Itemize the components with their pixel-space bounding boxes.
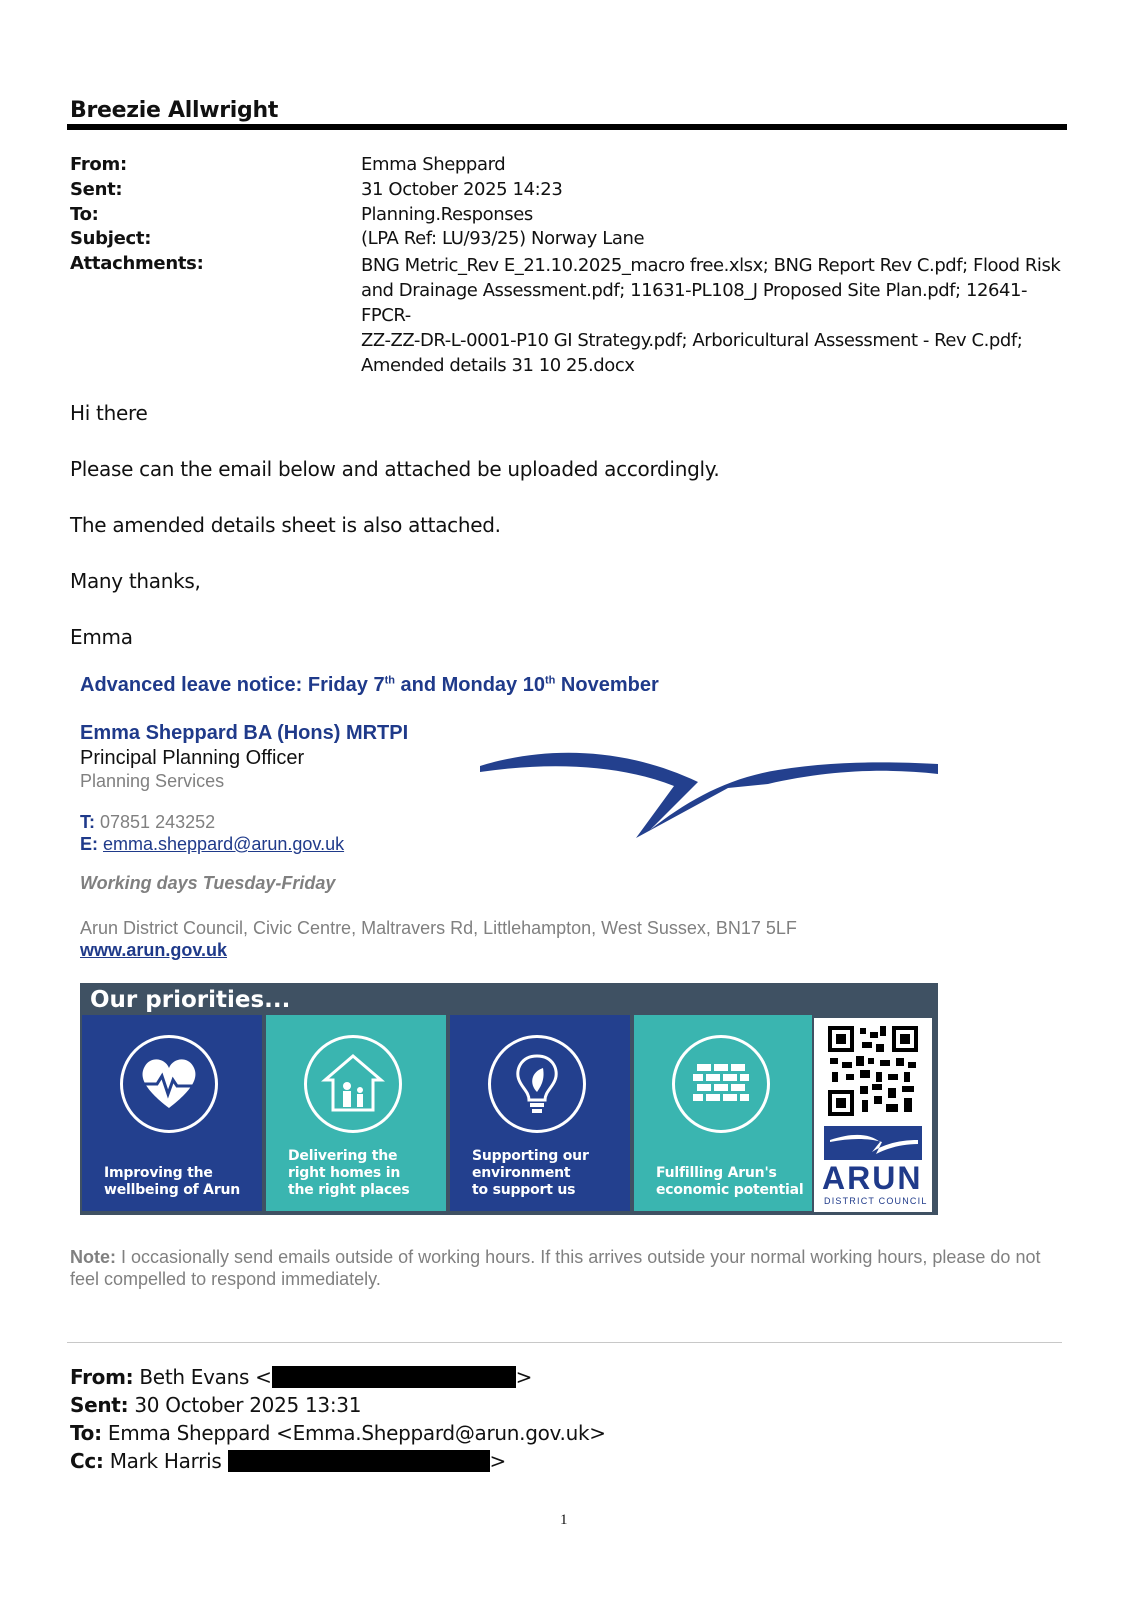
attachments-line: ZZ-ZZ-DR-L-0001-P10 GI Strategy.pdf; Arboricultural Assessment - Rev C.pdf; bbox=[361, 330, 1023, 351]
district-council-text: DISTRICT COUNCIL bbox=[824, 1196, 928, 1206]
email-link[interactable]: emma.sheppard@arun.gov.uk bbox=[103, 834, 345, 854]
qr-code-icon[interactable] bbox=[826, 1024, 920, 1118]
website-link[interactable]: www.arun.gov.uk bbox=[80, 940, 228, 960]
seagull-logo-icon bbox=[478, 748, 940, 840]
subject-value: (LPA Ref: LU/93/25) Norway Lane bbox=[361, 228, 645, 249]
greeting: Hi there bbox=[70, 401, 148, 425]
arun-logo bbox=[814, 1018, 932, 1212]
sent-value: 31 October 2025 14:23 bbox=[361, 179, 563, 200]
page-number: 1 bbox=[560, 1512, 568, 1528]
priority-panel-economy bbox=[634, 1015, 812, 1211]
attachments-line: BNG Metric_Rev E_21.10.2025_macro free.xlsx; BNG Report Rev C.pdf; Flood Risk bbox=[361, 255, 1061, 276]
signoff: Emma bbox=[70, 625, 133, 649]
attachments-line: and Drainage Assessment.pdf; 11631-PL108_J Proposed Site Plan.pdf; 12641-FPCR- bbox=[361, 280, 1028, 326]
priority-label: Supporting our environment to support us bbox=[472, 1148, 589, 1198]
priorities-title: Our priorities... bbox=[90, 987, 291, 1013]
priority-panel-wellbeing bbox=[82, 1015, 262, 1211]
owner-divider bbox=[67, 124, 1067, 130]
document-owner-name: Breezie Allwright bbox=[70, 98, 279, 123]
arun-bird-icon bbox=[824, 1126, 922, 1160]
forwarded-from: From: Beth Evans < > bbox=[70, 1365, 533, 1389]
house-icon bbox=[321, 1052, 385, 1116]
thanks-line: Many thanks, bbox=[70, 569, 201, 593]
attachments-label: Attachments: bbox=[70, 253, 204, 274]
lightbulb-icon bbox=[505, 1052, 569, 1116]
signature-title: Principal Planning Officer bbox=[80, 747, 305, 769]
leave-notice: Advanced leave notice: Friday 7th and Monday 10th November bbox=[80, 674, 659, 696]
priority-panel-homes bbox=[266, 1015, 446, 1211]
attachments-line: Amended details 31 10 25.docx bbox=[361, 355, 635, 376]
body-paragraph-2: The amended details sheet is also attached. bbox=[70, 513, 501, 537]
working-hours-note: Note: I occasionally send emails outside of working hours. If this arrives outside your normal working hours, please do not feel compelled to respond immediately. bbox=[70, 1247, 1041, 1289]
signature-department: Planning Services bbox=[80, 771, 225, 791]
to-label: To: bbox=[70, 204, 99, 225]
forwarded-sent: Sent: 30 October 2025 13:31 bbox=[70, 1393, 362, 1417]
forwarded-to: To: Emma Sheppard <Emma.Sheppard@arun.gov.uk> bbox=[70, 1421, 606, 1445]
signature-phone: T: 07851 243252 bbox=[80, 812, 216, 832]
attachments-list bbox=[361, 253, 1061, 378]
body-paragraph-1: Please can the email below and attached be uploaded accordingly. bbox=[70, 457, 720, 481]
redacted-email bbox=[272, 1366, 516, 1388]
signature-name: Emma Sheppard BA (Hons) MRTPI bbox=[80, 722, 409, 744]
from-label: From: bbox=[70, 154, 127, 175]
from-value: Emma Sheppard bbox=[361, 154, 506, 175]
priority-label: Delivering the right homes in the right places bbox=[288, 1148, 410, 1198]
priorities-banner bbox=[80, 983, 938, 1215]
working-days: Working days Tuesday-Friday bbox=[80, 873, 336, 893]
subject-label: Subject: bbox=[70, 228, 152, 249]
heart-icon bbox=[137, 1052, 201, 1116]
priority-label: Fulfilling Arun's economic potential bbox=[656, 1165, 804, 1198]
signature-email: E: emma.sheppard@arun.gov.uk bbox=[80, 834, 345, 854]
priority-label: Improving the wellbeing of Arun bbox=[104, 1165, 241, 1198]
sent-label: Sent: bbox=[70, 179, 123, 200]
brick-wall-icon bbox=[689, 1052, 753, 1116]
redacted-email bbox=[228, 1450, 490, 1472]
forwarded-cc: Cc: Mark Harris > bbox=[70, 1449, 506, 1473]
arun-wordmark: ARUN bbox=[822, 1160, 923, 1196]
forward-divider bbox=[67, 1342, 1062, 1343]
to-value: Planning.Responses bbox=[361, 204, 533, 225]
priority-panel-environment bbox=[450, 1015, 630, 1211]
council-address: Arun District Council, Civic Centre, Maltravers Rd, Littlehampton, West Sussex, BN17 5LF bbox=[80, 918, 797, 938]
